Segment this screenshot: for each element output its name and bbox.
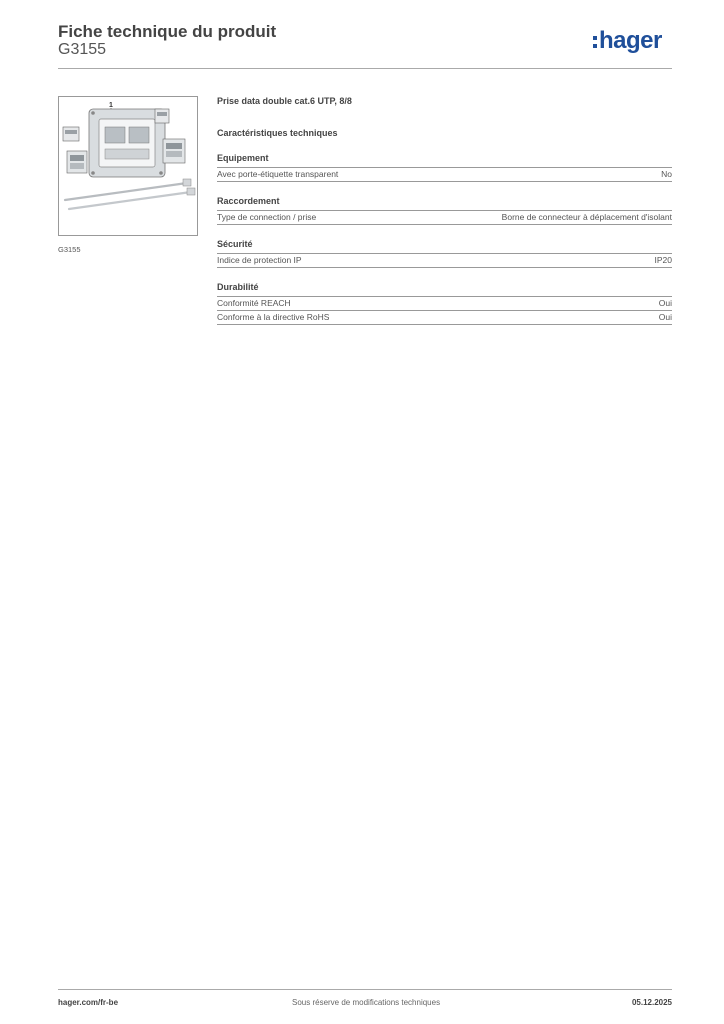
- spec-rows: [217, 167, 672, 182]
- spec-label: Avec porte-étiquette transparent: [217, 169, 339, 179]
- connector-module-right-bottom: [163, 139, 185, 163]
- section-durabilite: [217, 282, 672, 325]
- spec-rows: [217, 253, 672, 268]
- section-title: Durabilité: [217, 282, 259, 292]
- data-socket-illustration: [59, 97, 197, 235]
- header-divider: [58, 68, 672, 69]
- page-title: Fiche technique du produit: [58, 22, 277, 41]
- spec-value: IP20: [654, 255, 672, 265]
- image-caption: G3155: [58, 245, 81, 254]
- footer-divider: [58, 989, 672, 990]
- connector-module-left-top: [63, 127, 79, 141]
- connector-module-left-bottom: [67, 151, 87, 173]
- product-code: G3155: [58, 41, 107, 58]
- product-name: Prise data double cat.6 UTP, 8/8: [217, 96, 352, 106]
- section-title: Sécurité: [217, 239, 253, 249]
- section-raccordement: [217, 196, 672, 225]
- spec-row: [217, 210, 672, 225]
- spec-row: [217, 310, 672, 325]
- section-title: Equipement: [217, 153, 269, 163]
- spec-rows: [217, 296, 672, 325]
- connector-module-right-top: [155, 109, 169, 123]
- section-title: Raccordement: [217, 196, 280, 206]
- spec-panel: [217, 96, 672, 325]
- spec-label: Type de connection / prise: [217, 212, 317, 222]
- footer-notice: Sous réserve de modifications techniques: [292, 998, 441, 1007]
- spec-value: Oui: [658, 298, 672, 308]
- hager-logo: [593, 29, 662, 53]
- section-securite: [217, 239, 672, 268]
- logo-text: hager: [599, 27, 662, 54]
- spec-row: [217, 253, 672, 268]
- section-equipement: [217, 153, 672, 182]
- spec-label: Indice de protection IP: [217, 255, 302, 265]
- spec-row: [217, 296, 672, 310]
- spec-value: Oui: [658, 312, 672, 322]
- spec-label: Conformité REACH: [217, 298, 291, 308]
- footer-website-link[interactable]: hager.com/fr-be: [58, 998, 119, 1007]
- cable-tie-icon: [65, 179, 195, 209]
- spec-rows: [217, 210, 672, 225]
- logo-dots-icon: [593, 34, 597, 52]
- product-image: [58, 96, 198, 236]
- spec-heading: Caractéristiques techniques: [217, 128, 338, 138]
- spec-value: Borne de connecteur à déplacement d'isolant: [501, 212, 672, 222]
- spec-row: [217, 167, 672, 182]
- spec-label: Conforme à la directive RoHS: [217, 312, 330, 322]
- image-callout: 1: [109, 102, 113, 109]
- footer-date: 05.12.2025: [631, 998, 672, 1007]
- spec-value: No: [661, 169, 672, 179]
